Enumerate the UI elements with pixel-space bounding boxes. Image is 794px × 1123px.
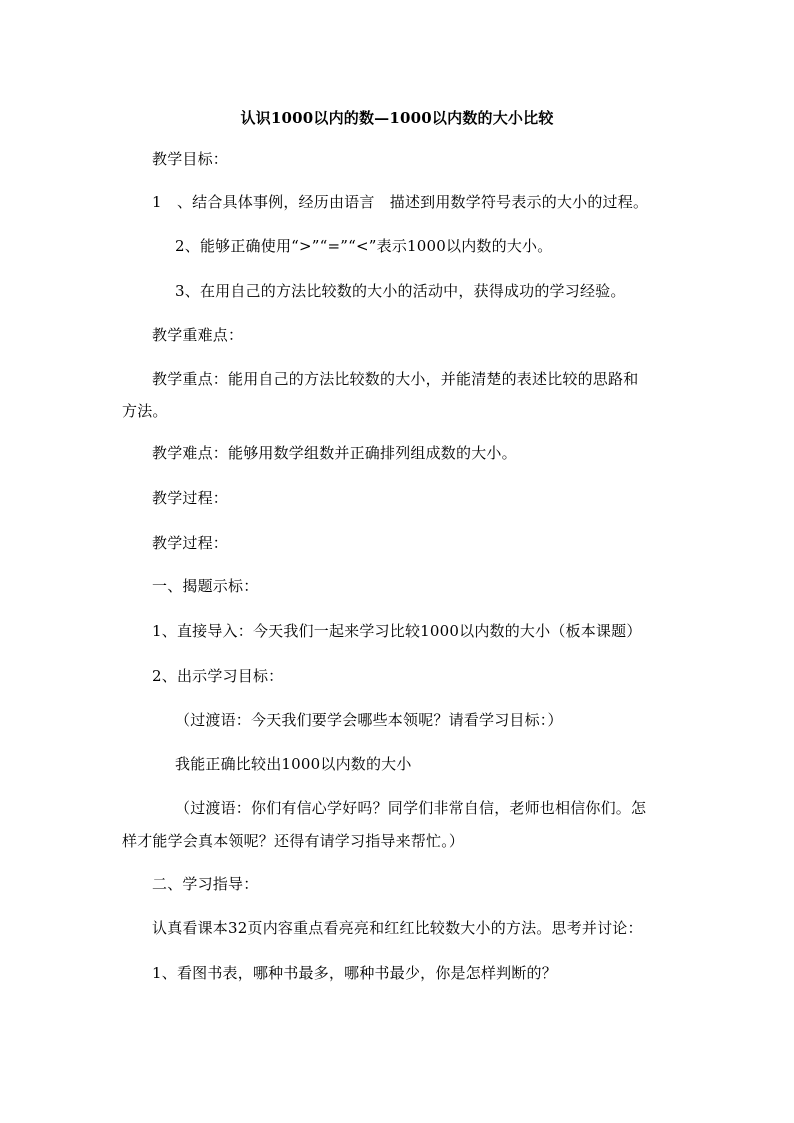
- document-title: 认识1000以内的数—1000以内数的大小比较: [240, 109, 554, 127]
- objectives-heading: 教学目标：: [152, 150, 229, 168]
- key-point-line-2: 方法。: [122, 402, 168, 420]
- objective-item-3: 3、在用自己的方法比较数的大小的活动中，获得成功的学习经验。: [175, 282, 626, 300]
- section-2-item-1: 1、看图书表，哪种书最多，哪种书最少，你是怎样判断的？: [152, 964, 557, 982]
- section-1-item-1: 1、直接导入：今天我们一起来学习比较1000以内数的大小（板本课题）: [152, 622, 642, 640]
- difficulty-statement: 教学难点：能够用数学组数并正确排列组成数的大小。: [152, 444, 517, 462]
- process-heading-2: 教学过程：: [152, 534, 229, 552]
- objective-item-1: 1 、结合具体事例，经历由语言 描述到用数学符号表示的大小的过程。: [152, 193, 649, 211]
- transition-note-1: （过渡语：今天我们要学会哪些本领呢？请看学习目标：）: [175, 711, 563, 729]
- process-heading-1: 教学过程：: [152, 489, 229, 507]
- goal-statement: 我能正确比较出1000以内数的大小: [175, 755, 412, 773]
- section-2-heading: 二、学习指导：: [152, 875, 259, 893]
- key-point-line-1: 教学重点：能用自己的方法比较数的大小，并能清楚的表述比较的思路和: [152, 370, 639, 388]
- section-2-intro: 认真看课本32页内容重点看亮亮和红红比较数大小的方法。思考并讨论：: [152, 919, 643, 937]
- section-1-heading: 一、揭题示标：: [152, 577, 259, 595]
- transition-note-2-line-1: （过渡语：你们有信心学好吗？同学们非常自信，老师也相信你们。怎: [175, 799, 647, 817]
- objective-item-2: 2、能够正确使用“>”“=”“<”表示1000以内数的大小。: [175, 237, 553, 255]
- section-1-item-2: 2、出示学习目标：: [152, 667, 284, 685]
- key-points-heading: 教学重难点：: [152, 326, 244, 344]
- transition-note-2-line-2: 样才能学会真本领呢？还得有请学习指导来帮忙。）: [122, 832, 465, 850]
